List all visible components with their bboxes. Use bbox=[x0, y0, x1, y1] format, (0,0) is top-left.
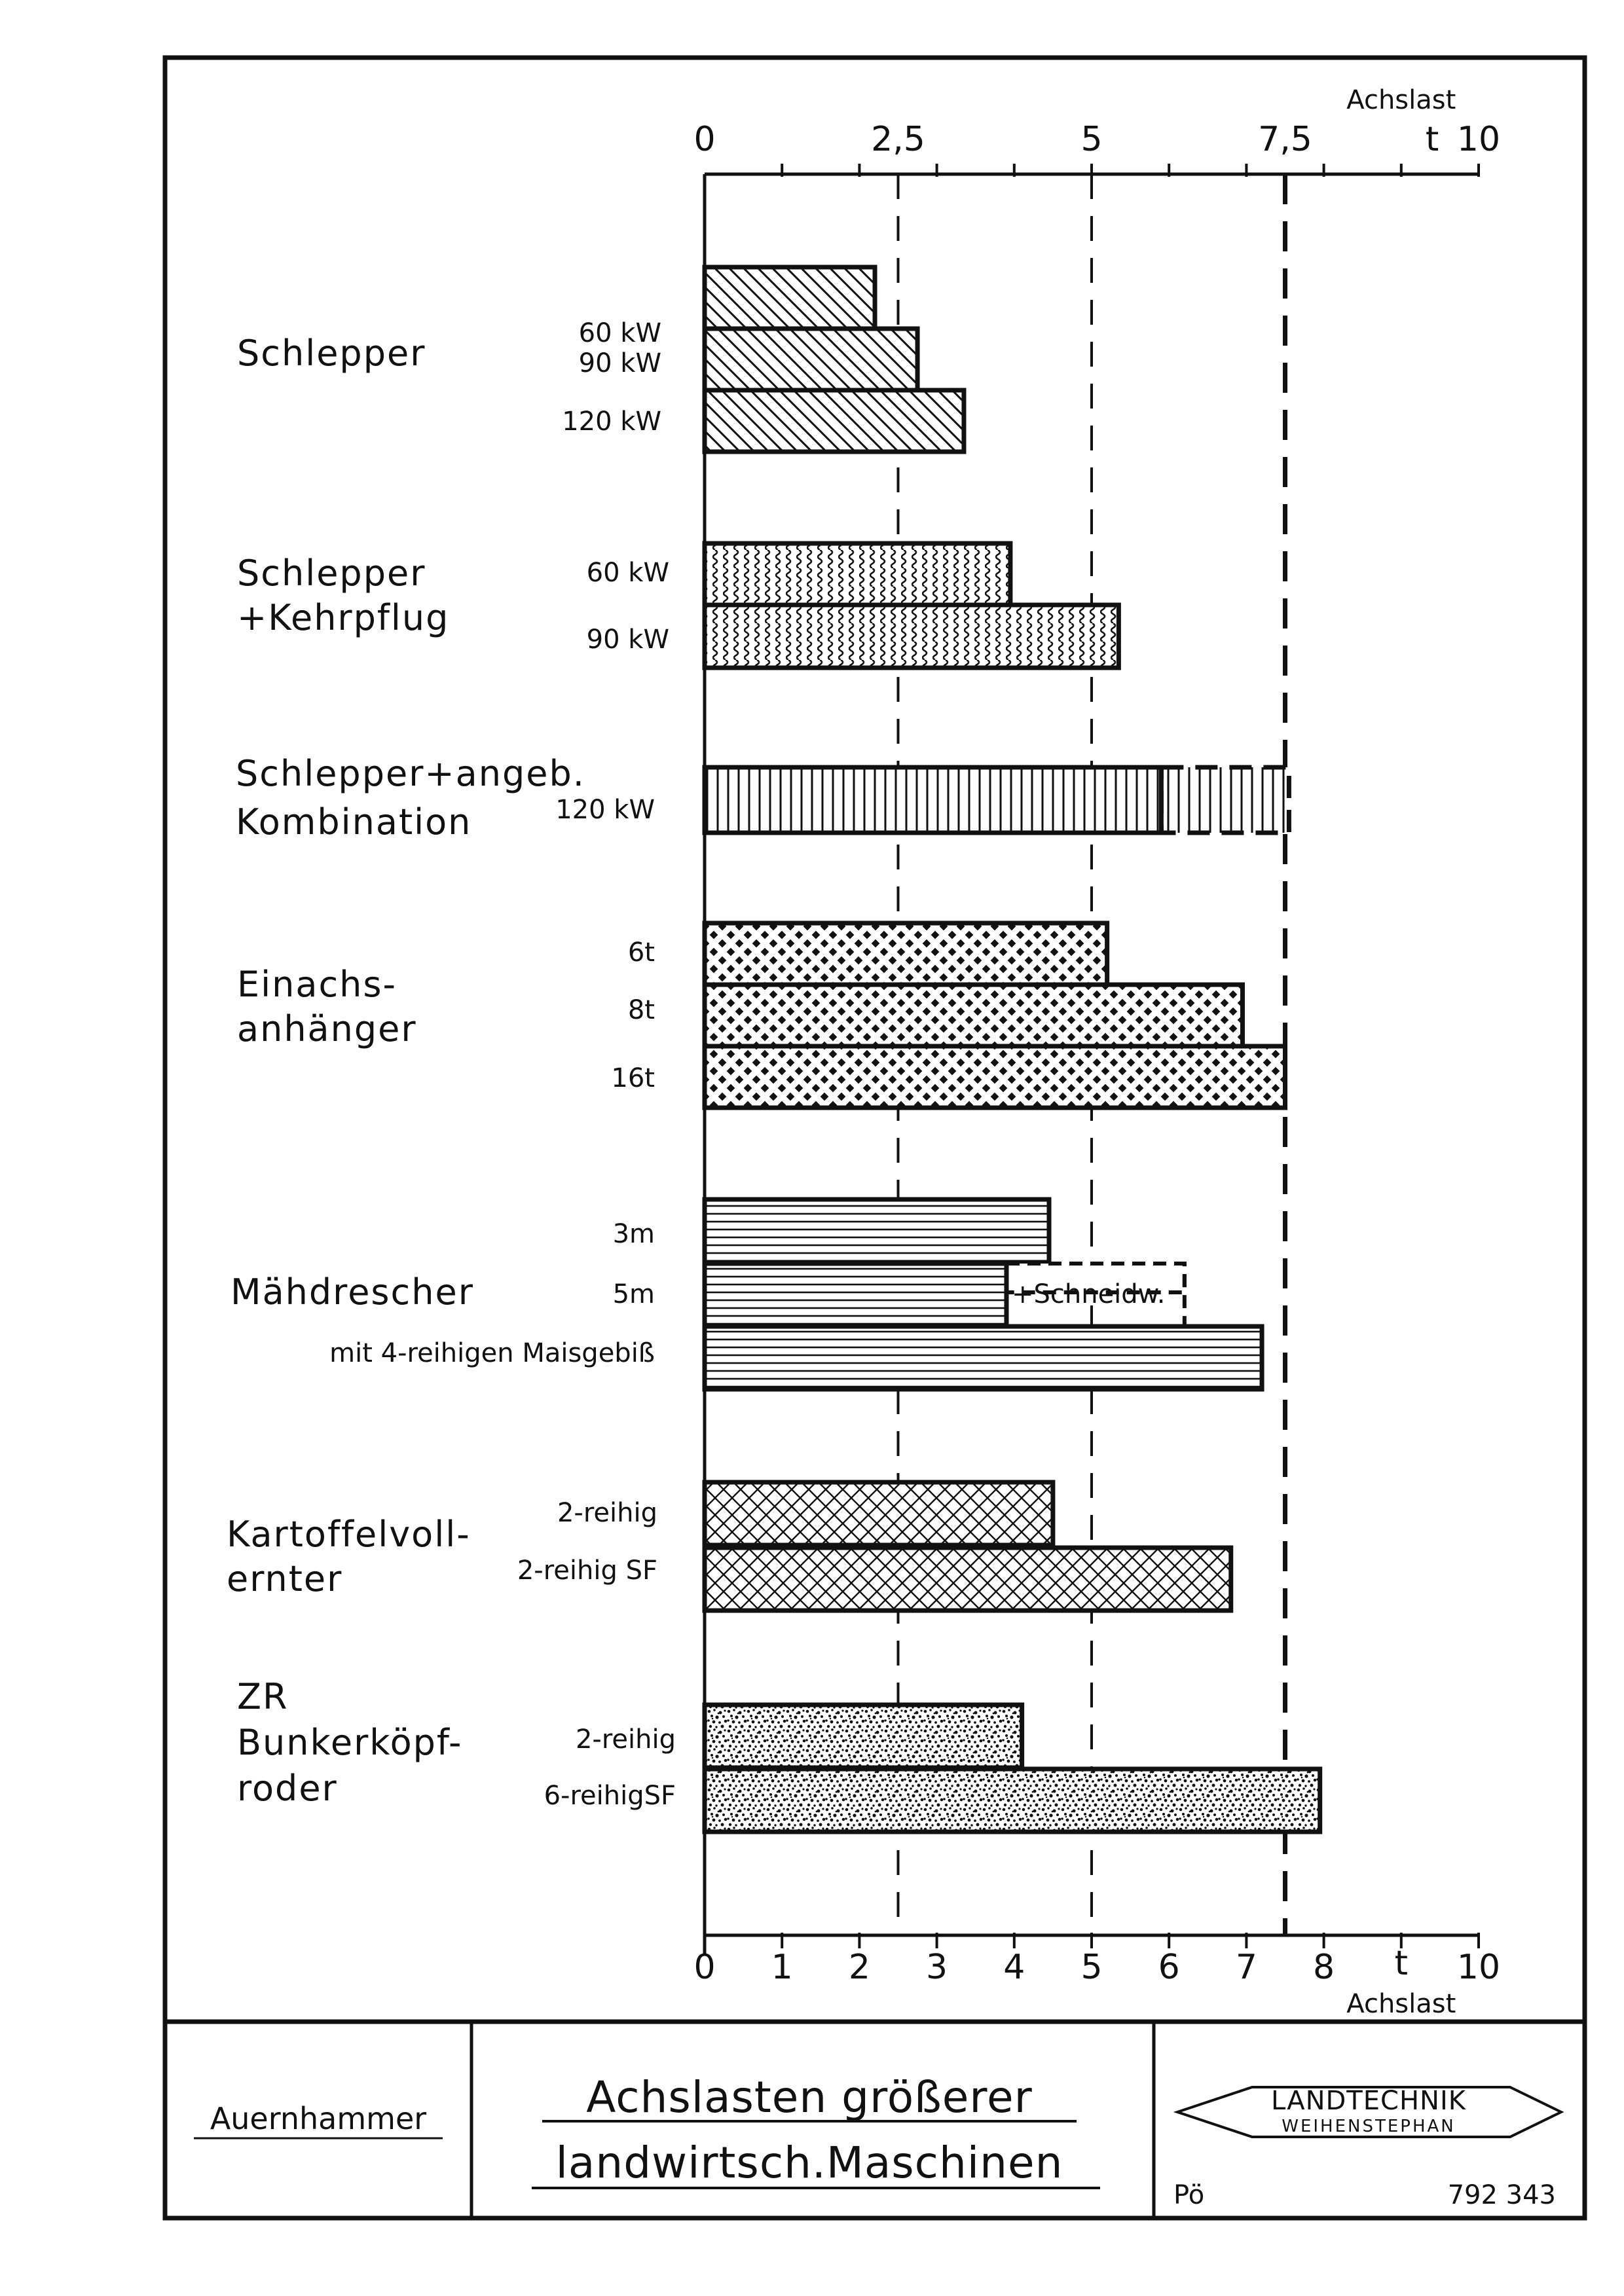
category-label: Schlepper bbox=[237, 553, 426, 594]
bottom-axis-tick-label: 10 bbox=[1456, 1948, 1501, 1987]
bottom-axis-tick-label: 8 bbox=[1313, 1948, 1335, 1987]
top-axis-title: Achslast bbox=[1346, 85, 1456, 115]
bar-extension-label: +Schneidw. bbox=[1011, 1279, 1166, 1309]
chart-labels bbox=[227, 318, 676, 1811]
category-label: ernter bbox=[227, 1558, 343, 1599]
bar bbox=[705, 1046, 1285, 1108]
logo-sub-text: WEIHENSTEPHAN bbox=[1282, 2117, 1456, 2136]
bottom-axis-unit: t bbox=[1394, 1944, 1408, 1983]
bar-label: 90 kW bbox=[578, 348, 661, 378]
top-axis-tick-label: 0 bbox=[693, 120, 716, 159]
category-label: Mähdrescher bbox=[231, 1271, 474, 1313]
bar-label: 60 kW bbox=[586, 558, 669, 588]
bar bbox=[705, 1264, 1006, 1326]
logo-main-text: LANDTECHNIK bbox=[1271, 2086, 1466, 2116]
bar-label: 60 kW bbox=[578, 318, 661, 348]
category-label: Kombination bbox=[236, 801, 472, 843]
top-axis-unit: t bbox=[1425, 120, 1439, 159]
bar bbox=[705, 605, 1118, 668]
chart-bars bbox=[705, 267, 1320, 1832]
bar bbox=[705, 923, 1107, 985]
bar bbox=[705, 767, 1161, 833]
bar bbox=[705, 390, 964, 452]
bar-label: 120 kW bbox=[555, 795, 655, 825]
bar bbox=[705, 543, 1010, 606]
author-name: Auernhammer bbox=[210, 2101, 427, 2136]
drafter-initials: Pö bbox=[1173, 2180, 1205, 2210]
bottom-axis-tick-label: 3 bbox=[926, 1948, 948, 1987]
category-label: ZR bbox=[237, 1676, 289, 1717]
bar bbox=[705, 1769, 1320, 1832]
bar-label: 16t bbox=[611, 1063, 655, 1093]
category-label: +Kehrpflug bbox=[237, 597, 450, 638]
bottom-axis-tick-label: 0 bbox=[693, 1948, 716, 1987]
bar-label: 2-reihig SF bbox=[517, 1556, 657, 1586]
category-label: Bunkerköpf- bbox=[237, 1722, 463, 1763]
bar-label: 2-reihig bbox=[557, 1498, 657, 1528]
bar bbox=[705, 1326, 1262, 1389]
bar-label: 5m bbox=[612, 1279, 655, 1309]
bottom-axis-tick-label: 2 bbox=[848, 1948, 870, 1987]
top-axis-tick-label: 10 bbox=[1456, 120, 1501, 159]
bar bbox=[705, 1548, 1231, 1611]
bar-label: 6-reihigSF bbox=[544, 1781, 676, 1811]
top-axis-tick-label: 7,5 bbox=[1258, 120, 1312, 159]
category-label: anhänger bbox=[237, 1008, 417, 1049]
bar bbox=[705, 985, 1242, 1046]
bottom-axis-title: Achslast bbox=[1346, 1989, 1456, 2019]
bar-label: 90 kW bbox=[586, 625, 669, 655]
drawing-title-line-2: landwirtsch.Maschinen bbox=[555, 2138, 1063, 2188]
bottom-axis-tick-label: 5 bbox=[1080, 1948, 1103, 1987]
drawing-title-line-1: Achslasten größerer bbox=[586, 2072, 1033, 2123]
bar bbox=[705, 1705, 1022, 1768]
bar bbox=[705, 1199, 1049, 1262]
category-label: Schlepper bbox=[237, 333, 426, 374]
top-axis-tick-label: 2,5 bbox=[871, 120, 925, 159]
bar bbox=[705, 1482, 1053, 1545]
category-label: Kartoffelvoll- bbox=[227, 1514, 471, 1555]
category-label: Einachs- bbox=[237, 964, 397, 1005]
bottom-axis-tick-label: 7 bbox=[1235, 1948, 1257, 1987]
bar-label: mit 4-reihigen Maisgebiß bbox=[329, 1338, 655, 1368]
bar-label: 120 kW bbox=[562, 407, 661, 437]
drawing-number: 792 343 bbox=[1447, 2180, 1556, 2210]
bottom-axis-tick-label: 6 bbox=[1158, 1948, 1180, 1987]
category-label: roder bbox=[237, 1768, 338, 1809]
bar-label: 8t bbox=[627, 995, 655, 1025]
title-block bbox=[194, 2072, 1561, 2210]
bar-label: 6t bbox=[627, 938, 655, 968]
bar bbox=[705, 267, 875, 329]
bar-label: 3m bbox=[612, 1219, 655, 1249]
top-axis-tick-label: 5 bbox=[1080, 120, 1103, 159]
bottom-axis-tick-label: 1 bbox=[771, 1948, 793, 1987]
bar bbox=[705, 329, 917, 390]
bar-label: 2-reihig bbox=[575, 1724, 676, 1755]
bar-extension bbox=[1161, 767, 1289, 833]
category-label: Schlepper+angeb. bbox=[236, 753, 585, 794]
bottom-axis-tick-label: 4 bbox=[1003, 1948, 1025, 1987]
